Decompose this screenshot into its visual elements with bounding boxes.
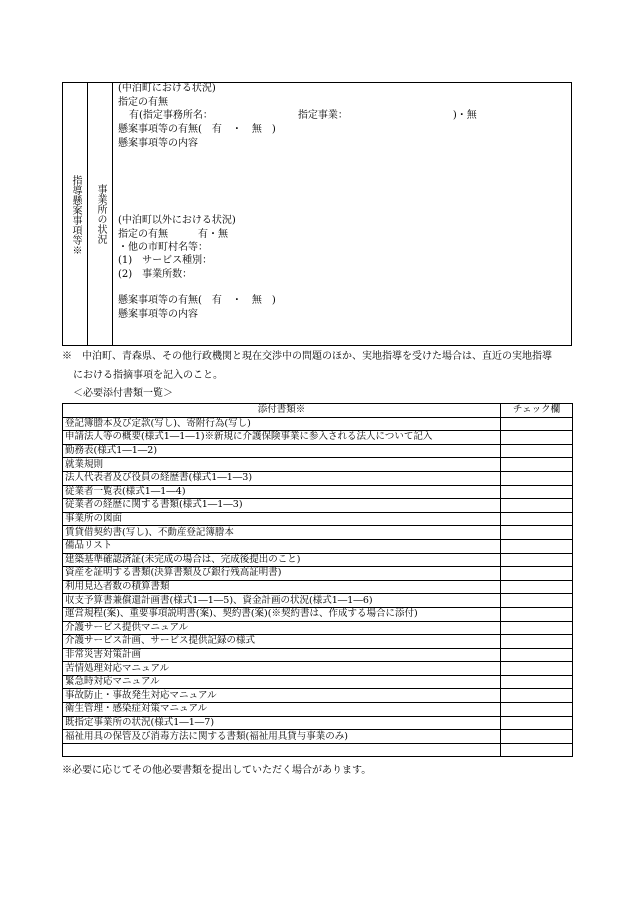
table-row: [63, 716, 573, 730]
check-cell[interactable]: [501, 485, 573, 499]
check-cell[interactable]: [501, 635, 573, 649]
attachments-table: [62, 403, 573, 757]
check-cell[interactable]: [501, 471, 573, 485]
check-cell[interactable]: [501, 594, 573, 608]
check-cell[interactable]: [501, 526, 573, 540]
document-name-cell: 備品リスト: [63, 539, 501, 553]
table-row: [63, 539, 573, 553]
document-name-cell: 既指定事業所の状況(様式1―1―7): [63, 716, 501, 730]
nakadomari-pending-content: 懸案事項等の内容: [118, 138, 198, 149]
outside-other-municipality: ・他の市町村名等：: [118, 242, 208, 253]
check-cell[interactable]: [501, 458, 573, 472]
table-row: [63, 635, 573, 649]
table-row: [63, 607, 573, 621]
document-name-cell: [63, 743, 501, 757]
attachments-footnote: ※必要に応じてその他必要書類を提出していただく場合があります。: [62, 765, 372, 776]
table-row: [63, 553, 573, 567]
table-row: [63, 512, 573, 526]
check-cell[interactable]: [501, 499, 573, 513]
guidance-outer-label: 指導懸案事項等※: [70, 175, 81, 255]
header-check-column: チェック欄: [501, 404, 573, 418]
table-row: [63, 580, 573, 594]
document-name-cell: 福祉用具の保管及び消毒方法に関する書類(福祉用具貸与事業のみ): [63, 730, 501, 744]
table-row: [63, 662, 573, 676]
document-name-cell: 緊急時対応マニュアル: [63, 675, 501, 689]
document-name-cell: 従業者の経歴に関する書類(様式1―1―3): [63, 499, 501, 513]
attachments-table-body: [63, 417, 573, 757]
document-name-cell: 法人代表者及び役員の経歴書(様式1―1―3): [63, 471, 501, 485]
check-cell[interactable]: [501, 417, 573, 431]
outside-pending-presence: 懸案事項等の有無( 有 ・ 無 ): [118, 295, 276, 306]
table-row: [63, 621, 573, 635]
outside-office-count: (2) 事業所数：: [118, 269, 193, 280]
check-cell[interactable]: [501, 730, 573, 744]
check-cell[interactable]: [501, 743, 573, 757]
guidance-inner-label: 事業所の状況: [95, 184, 106, 244]
table-row: [63, 444, 573, 458]
check-cell[interactable]: [501, 512, 573, 526]
table-header-row: [63, 404, 573, 418]
check-cell[interactable]: [501, 553, 573, 567]
check-cell[interactable]: [501, 431, 573, 445]
document-name-cell: 資産を証明する書類(決算書類及び銀行残高証明書): [63, 567, 501, 581]
table-row: [63, 689, 573, 703]
check-cell[interactable]: [501, 621, 573, 635]
table-row: [63, 648, 573, 662]
document-name-cell: 勤務表(様式1―1―2): [63, 444, 501, 458]
document-name-cell: 介護サービス提供マニュアル: [63, 621, 501, 635]
check-cell[interactable]: [501, 607, 573, 621]
document-name-cell: 従業者一覧表(様式1―1―4): [63, 485, 501, 499]
note-line-1: ※ 中泊町、青森県、その他行政機関と現在交渉中の問題のほか、実地指導を受けた場合は、直近の実地指導: [62, 351, 552, 362]
column-divider: [112, 83, 113, 345]
document-name-cell: 登記簿謄本及び定款(写し)、寄附行為(写し): [63, 417, 501, 431]
outside-heading: (中泊町以外における状況): [118, 215, 236, 226]
table-row: [63, 567, 573, 581]
table-row: [63, 743, 573, 757]
nakadomari-designation-label: 指定の有無: [118, 97, 168, 108]
table-row: [63, 471, 573, 485]
document-name-cell: 事故防止・事故発生対応マニュアル: [63, 689, 501, 703]
table-row: [63, 594, 573, 608]
table-row: [63, 730, 573, 744]
check-cell[interactable]: [501, 703, 573, 717]
table-row: [63, 703, 573, 717]
table-row: [63, 485, 573, 499]
table-row: [63, 499, 573, 513]
nakadomari-pending-presence: 懸案事項等の有無( 有 ・ 無 ): [118, 124, 276, 135]
document-name-cell: 苦情処理対応マニュアル: [63, 662, 501, 676]
outside-pending-content: 懸案事項等の内容: [118, 309, 198, 320]
document-name-cell: 賃貸借契約書(写し)、不動産登記簿謄本: [63, 526, 501, 540]
check-cell[interactable]: [501, 689, 573, 703]
table-row: [63, 431, 573, 445]
attachments-section-title: ＜必要添付書類一覧＞: [73, 388, 173, 399]
note-line-2: における指摘事項を記入のこと。: [73, 370, 223, 381]
document-name-cell: 衛生管理・感染症対策マニュアル: [63, 703, 501, 717]
table-row: [63, 675, 573, 689]
check-cell[interactable]: [501, 675, 573, 689]
check-cell[interactable]: [501, 580, 573, 594]
document-name-cell: 運営規程(案)、重要事項説明書(案)、契約書(案)(※契約書は、作成する場合に添付): [63, 607, 501, 621]
nakadomari-heading: (中泊町における状況): [118, 83, 216, 94]
document-name-cell: 事業所の図面: [63, 512, 501, 526]
check-cell[interactable]: [501, 539, 573, 553]
document-name-cell: 就業規則: [63, 458, 501, 472]
check-cell[interactable]: [501, 444, 573, 458]
document-name-cell: 介護サービス計画、サービス提供記録の様式: [63, 635, 501, 649]
document-name-cell: 利用見込者数の積算書類: [63, 580, 501, 594]
document-name-cell: 申請法人等の概要(様式1―1―1)※新規に介護保険事業に参入される法人について記入: [63, 431, 501, 445]
outside-service-type: (1) サービス種別：: [118, 255, 213, 266]
check-cell[interactable]: [501, 716, 573, 730]
table-row: [63, 458, 573, 472]
nakadomari-designation-detail: 有(指定事務所名： 指定事業： )・無: [129, 110, 477, 121]
outside-designation: 指定の有無 有・無: [118, 229, 228, 240]
table-row: [63, 417, 573, 431]
table-row: [63, 526, 573, 540]
document-name-cell: 建築基準確認済証(未完成の場合は、完成後提出のこと): [63, 553, 501, 567]
document-name-cell: 収支予算書兼償還計画書(様式1―1―5)、資金計画の状況(様式1―1―6): [63, 594, 501, 608]
check-cell[interactable]: [501, 662, 573, 676]
header-document-name: 添付書類※: [63, 404, 501, 418]
check-cell[interactable]: [501, 567, 573, 581]
document-name-cell: 非常災害対策計画: [63, 648, 501, 662]
guidance-box: [62, 82, 572, 346]
column-divider: [87, 83, 88, 345]
check-cell[interactable]: [501, 648, 573, 662]
